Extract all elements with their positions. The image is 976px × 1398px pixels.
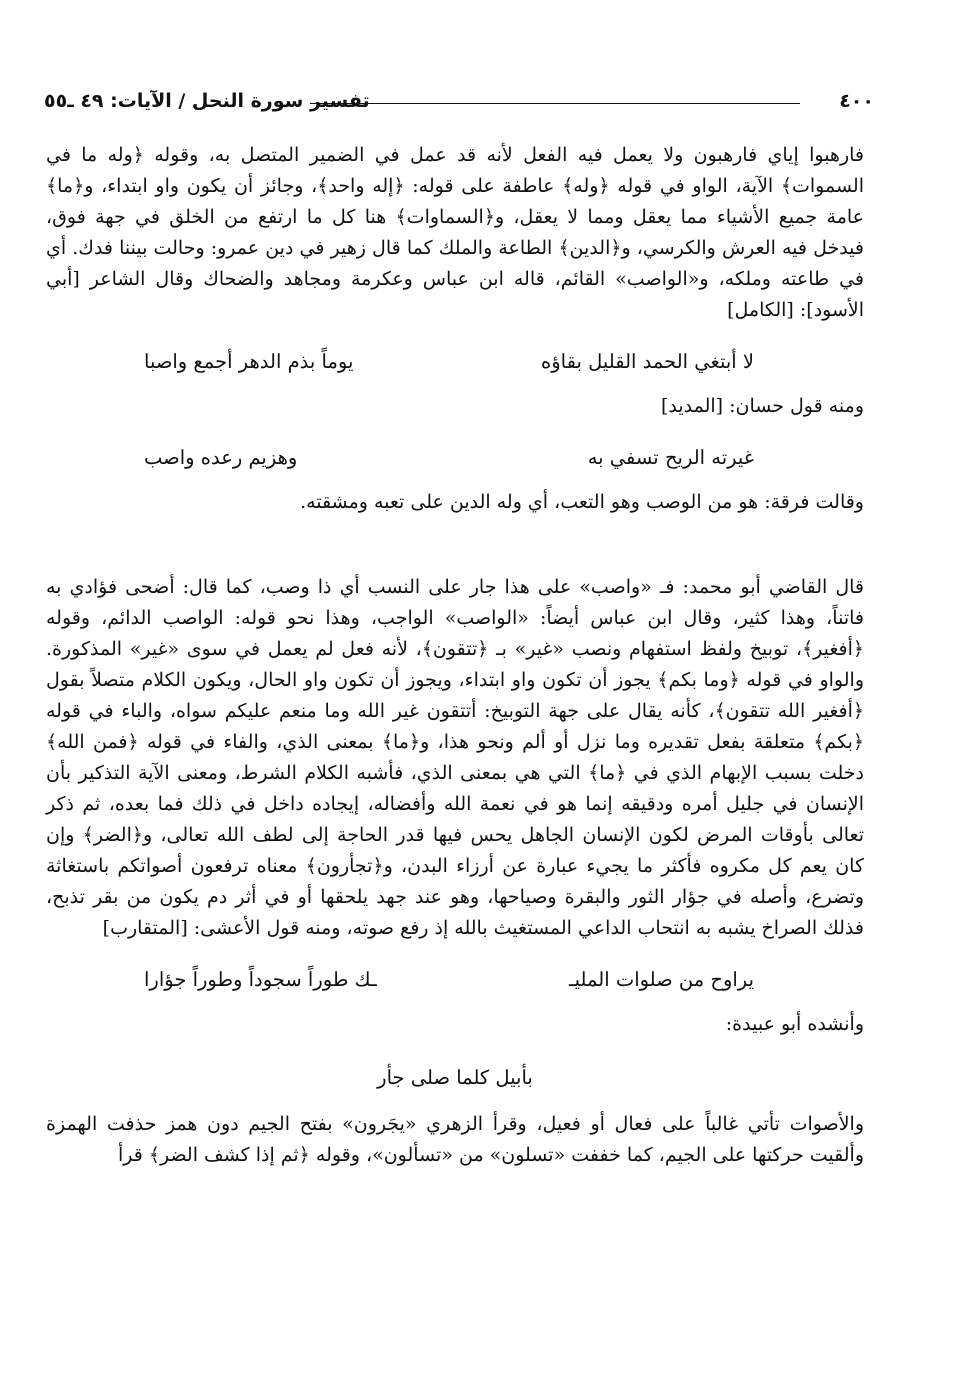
poetry-verse [144, 346, 754, 377]
page-number: ٤٠٠ [839, 90, 874, 112]
paragraph: والأصوات تأتي غالباً على فعال أو فعيل، وقرأ الزهري «يجَرون» بفتح الجيم دون همز حذفت الهمزة وألقيت حركتها على الجيم، كما خففت «تسلون» من «تسألون»، وقوله ﴿ثم إذا كشف الضر﴾ قرأ [46, 1113, 864, 1166]
verse-first-hemistich: يراوح من صلوات المليـ [568, 968, 754, 991]
running-header [44, 86, 874, 116]
verse-first-hemistich: لا أبتغي الحمد القليل بقاؤه [541, 350, 754, 373]
poetry-verse [46, 1062, 864, 1093]
verse-second-hemistich: ـك طوراً سجوداً وطوراً جؤارا [144, 968, 377, 991]
paragraph: وأنشده أبو عبيدة: [725, 1013, 864, 1035]
paragraph: ومنه قول حسان: [المديد] [660, 395, 864, 417]
paragraph: وقالت فرقة: هو من الوصب وهو التعب، أي وله الدين على تعبه ومشقته. [300, 491, 864, 513]
verse-first-hemistich: غيرته الريح تسفي به [587, 446, 754, 469]
paragraph-gap [46, 518, 864, 572]
verse-second-hemistich: وهزيم رعده واصب [144, 446, 298, 469]
verse-second-hemistich: يوماً بذم الدهر أجمع واصبا [144, 350, 354, 373]
header-title: تفسير سورة النحل / الآيات: ٤٩ ـ٥٥ [44, 90, 370, 112]
main-text [46, 140, 864, 1171]
poetry-verse [144, 964, 754, 995]
paragraph: فارهبوا إياي فارهبون ولا يعمل فيه الفعل لأنه قد عمل في الضمير المتصل به، وقوله ﴿وله ما في السموات﴾ الآية، الواو في قوله ﴿وله﴾ عاطفة على قوله: ﴿إله واحد﴾، وجائز أن يكون واو ابتداء، و﴿ما﴾ عامة جميع الأشياء مما يعقل ومما لا يعقل، و﴿السماوات﴾ هنا كل ما ارتفع من الخلق في جهة فوق، فيدخل فيه العرش والكرسي، و﴿الدين﴾ الطاعة والملك كما قال زهير في دين عمرو: وحالت بيننا فدك. أي في طاعته وملكه، و«الواصب» القائم، قاله ابن عباس وعكرمة ومجاهد والضحاك وقال الشاعر [أبي الأسود]: [الكامل] [46, 144, 864, 321]
header-rule [310, 103, 800, 104]
poetry-verse [144, 442, 754, 473]
paragraph: قال القاضي أبو محمد: فـ «واصب» على هذا جار على النسب أي ذا وصب، كما قال: أضحى فؤادي به فاتناً، وهذا كثير، وقال ابن عباس أيضاً: «الواصب» الواجب، وهذا نحو قوله: الواصب الدائم، وقوله ﴿أفغير﴾، توبيخ ولفظ استفهام ونصب «غير» بـ ﴿تتقون﴾، لأنه فعل لم يعمل في سوى «غير» المذكورة. والواو في قوله ﴿وما بكم﴾ يجوز أن تكون واو ابتداء، ويجوز أن تكون واو الحال، ويكون الكلام متصلاً بقول ﴿أفغير الله تتقون﴾، كأنه يقال على جهة التوبيخ: أتتقون غير الله وما منعم عليكم سواه، والباء في قوله ﴿بكم﴾ متعلقة بفعل تقديره وما نزل أو ألم ونحو هذا، و﴿ما﴾ بمعنى الذي، والفاء في قوله ﴿فمن الله﴾ دخلت بسبب الإبهام الذي في ﴿ما﴾ التي هي بمعنى الذي، فأشبه الكلام الشرط، ومعنى الآية التذكير بأن الإنسان في جليل أمره ودقيقه إنما هو في نعمة الله وأفضاله، إيجاده داخل في ذلك فما بعده، ثم ذكر تعالى بأوقات المرض لكون الإنسان الجاهل يحس فيها قدر الحاجة إلى لطف الله تعالى، و﴿الضر﴾ وإن كان يعم كل مكروه فأكثر ما يجيء عبارة عن أرزاء البدن، و﴿تجأرون﴾ معناه ترفعون أصواتكم باستغاثة وتضرع، وأصله في جؤار الثور والبقرة وصياحها، وهو عند جهد يلحقها أو في أثر دم يكون من بقر تذبح، فذلك الصراخ يشبه به انتحاب الداعي المستغيث بالله إذ رفع صوته، ومنه قول الأعشى: [المتقارب] [46, 576, 864, 939]
verse-single-line: بأبيل كلما صلى جأر [377, 1066, 533, 1089]
